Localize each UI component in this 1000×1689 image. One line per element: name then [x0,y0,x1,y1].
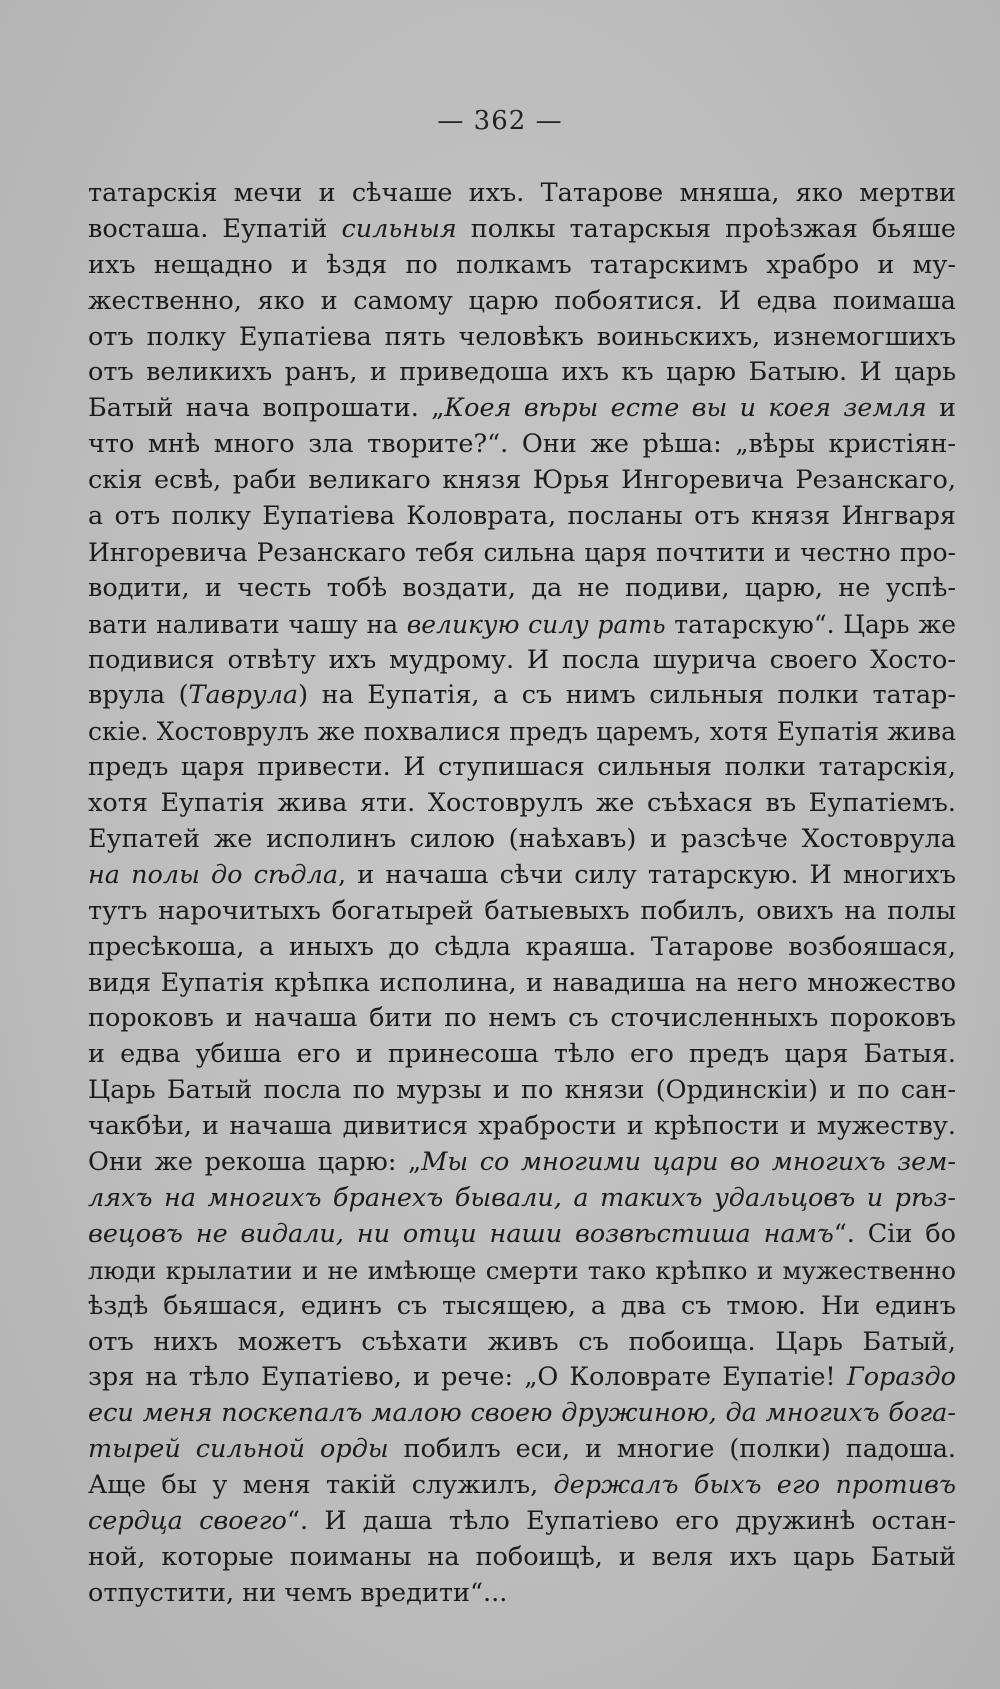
text-segment: вати наливати чашу на [88,609,407,639]
text-segment: скія есвѣ, раби великаго князя Юрья Ингоревича Резанскаго, [88,465,956,496]
text-line [88,1468,956,1504]
text-segment: ѣздѣ бьяшася, единъ съ тысящею, а два съ тмою. Ни единъ [88,1290,956,1321]
italic-text: Мы со многими цари во многихъ зем- [421,1147,956,1178]
text-segment: татарскія мечи и сѣчаше ихъ. Татарове мняша, яко мертви [88,178,956,208]
text-segment: тутъ нарочитыхъ богатырей батыевыхъ побилъ, овихъ на полы [88,895,956,926]
text-segment: Царь Батый посла по мурзы и по князи (Ординскіи) и по сан- [88,1075,956,1106]
text-segment: хотя Еупатія жива яти. Хостоврулъ же съѣхася въ Еупатіемъ. [88,788,956,819]
text-segment: что мнѣ много зла творите?“. Они же рѣша: „вѣры кристіян- [88,429,956,460]
text-line [88,463,956,499]
italic-text: ляхъ на многихъ бранехъ бывали, а такихъ удальцовъ и рѣз- [88,1182,956,1213]
text-segment: врула ( [88,680,189,711]
text-line [88,1504,956,1540]
text-line [88,1109,956,1145]
text-line [88,1576,956,1612]
text-line [88,248,956,284]
text-line [88,320,956,356]
text-line [88,571,956,607]
text-line [88,607,956,643]
italic-text: великую силу рать [406,609,666,639]
text-line [88,427,956,463]
text-segment: отъ великихъ ранъ, и приведоша ихъ къ царю Батыю. И царь [88,357,956,388]
text-segment: и едва убиша его и принесоша тѣло его предъ царя Батыя. [88,1039,956,1070]
text-line [88,1037,956,1073]
page-number: — 362 — [437,106,563,136]
text-segment: восташа. Еупатій [88,213,342,244]
text-segment: Еупатей же исполинъ силою (наѣхавъ) и разсѣче Хостоврула [88,824,956,855]
text-line [88,1325,956,1361]
italic-text: сердца своего [88,1505,287,1536]
italic-text: еси меня поскепалъ малою своею дружиною, да многихъ бога- [88,1398,956,1429]
text-line [88,1540,956,1576]
text-segment: и [926,393,956,424]
text-segment: отпустити, ни чемъ вредити“... [88,1577,508,1608]
text-line [88,391,956,427]
text-line [88,822,956,858]
text-line [88,1360,956,1396]
text-line [88,355,956,391]
text-line [88,714,956,750]
italic-text: держалъ быхъ его противъ [553,1470,956,1501]
italic-text: сильныя [341,213,457,244]
text-segment: отъ нихъ можетъ съѣхати живъ съ побоища. Царь Батый, [88,1326,956,1357]
text-line [88,284,956,320]
text-line [88,1217,956,1253]
text-segment: , и начаша сѣчи силу татарскую. И многихъ [338,859,956,890]
text-line [88,1253,956,1289]
text-segment: полкы татарскыя проѣзжая бьяше [456,213,956,244]
text-line [88,1289,956,1325]
text-line [88,1001,956,1037]
text-segment: чакбѣи, и начаша дивитися храбрости и крѣпости и мужеству. [88,1111,956,1142]
text-segment: ной, которые поиманы на побоищѣ, и веля ихъ царь Батый [88,1541,956,1572]
text-segment: Аще бы у меня такій служилъ, [88,1470,554,1501]
text-line [88,499,956,535]
text-line [88,1396,956,1432]
text-segment: подивися отвѣту ихъ мудрому. И посла шурича своего Хосто- [88,644,956,675]
text-segment: видя Еупатія крѣпка исполина, и навадиша на него множество [88,967,956,998]
text-line [88,1145,956,1181]
text-segment: пороковъ и начаша бити по немъ съ сточисленныхъ пороковъ [88,1003,956,1034]
text-segment: “. И даша тѣло Еупатіево его дружинѣ остан- [286,1505,956,1536]
text-segment: жественно, яко и самому царю побоятися. И едва поимаша [88,285,956,316]
italic-text: Гораздо [846,1362,956,1393]
text-line [88,930,956,966]
italic-text: Таврула [188,680,299,711]
italic-text: Коея вѣры есте вы и коея земля [444,393,927,424]
text-segment: Ингоревича Резанскаго тебя сильна царя почтити и честно про- [88,537,956,567]
text-segment: пресѣкоша, а иныхъ до сѣдла краяша. Татарове возбояшася, [88,931,956,962]
text-line [88,678,956,714]
text-line [88,535,956,571]
text-segment: Батый нача вопрошати. „ [88,393,445,424]
text-segment: ихъ нещадно и ѣздя по полкамъ татарскимъ храбро и му- [88,249,956,280]
text-segment: отъ полку Еупатіева пять человѣкъ воиньскихъ, изнемогшихъ [88,321,956,352]
text-segment: зря на тѣло Еупатіево, и рече: „О Коловрате Еупатіе! [88,1362,847,1393]
italic-text: вецовъ не видали, ни отци наши возвѣстиша намъ [88,1218,834,1249]
text-line [88,858,956,894]
text-line [88,1432,956,1468]
text-segment: водити, и честь тобѣ воздати, да не подиви, царю, не успѣ- [88,572,956,603]
text-segment: люди крылатии и не имѣюще смерти тако крѣпко и мужественно [88,1255,956,1285]
text-segment: “. Сіи бо [833,1218,956,1249]
body-text [88,176,956,1612]
text-line [88,643,956,679]
italic-text: на полы до сѣдла [88,859,339,890]
text-line [88,966,956,1002]
text-segment: татарскую“. Царь же [665,609,956,639]
italic-text: тырей сильной орды [88,1434,389,1465]
text-segment: побилъ еси, и многие (полки) падоша. [388,1434,956,1465]
text-segment: а отъ полку Еупатіева Коловрата, посланы отъ князя Ингваря [88,501,956,532]
text-line [88,750,956,786]
text-segment: предъ царя привести. И ступишася сильныя полки татарскія, [88,752,956,783]
text-line [88,1073,956,1109]
text-line [88,212,956,248]
text-segment: ) на Еупатія, а съ нимъ сильныя полки татар- [298,680,956,711]
text-segment: Они же рекоша царю: „ [88,1147,422,1178]
text-line [88,894,956,930]
text-segment: скіе. Хостоврулъ же похвалися предъ царемъ, хотя Еупатія жива [88,717,956,747]
text-line [88,176,956,212]
text-line [88,786,956,822]
text-line [88,1181,956,1217]
